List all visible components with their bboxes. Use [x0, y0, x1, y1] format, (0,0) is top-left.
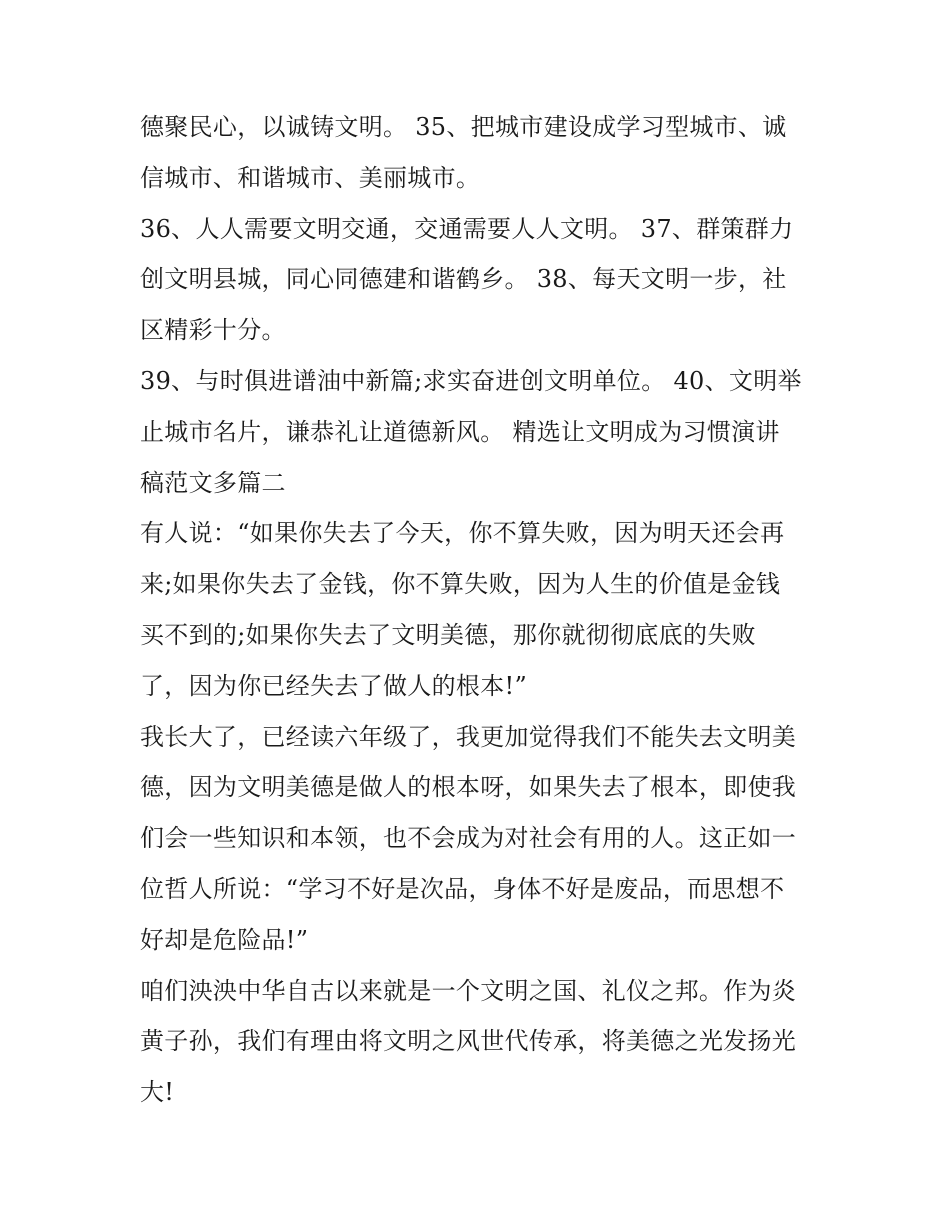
- text-line: 了，因为你已经失去了做人的根本!”: [140, 671, 528, 700]
- text-line: 我长大了，已经读六年级了，我更加觉得我们不能失去文明美: [140, 722, 797, 751]
- document-body: [140, 102, 820, 1118]
- text-line: 位哲人所说：“学习不好是次品，身体不好是废品，而思想不: [140, 874, 785, 903]
- text-line: 德聚民心，以诚铸文明。 35、把城市建设成学习型城市、诚: [140, 113, 787, 141]
- text-line: 好却是危险品!”: [140, 925, 309, 954]
- text-line: 黄子孙，我们有理由将文明之风世代传承，将美德之光发扬光: [140, 1027, 797, 1056]
- text-line: 咱们泱泱中华自古以来就是一个文明之国、礼仪之邦。作为炎: [140, 976, 797, 1005]
- text-line: 信城市、和谐城市、美丽城市。: [140, 163, 481, 192]
- text-line: 来;如果你失去了金钱，你不算失败，因为人生的价值是金钱: [140, 570, 781, 599]
- text-line: 德，因为文明美德是做人的根本呀，如果失去了根本，即使我: [140, 773, 797, 802]
- text-line: 买不到的;如果你失去了文明美德，那你就彻彻底底的失败: [140, 620, 756, 649]
- text-line: 创文明县城，同心同德建和谐鹤乡。 38、每天文明一步，社: [140, 265, 787, 294]
- text-line: 稿范文多篇二: [140, 468, 286, 497]
- text-line: 36、人人需要文明交通，交通需要人人文明。 37、群策群力: [140, 214, 794, 243]
- text-line: 大!: [140, 1078, 175, 1107]
- text-line: 39、与时俱进谱油中新篇;求实奋进创文明单位。 40、文明举: [140, 366, 802, 395]
- text-line: 区精彩十分。: [140, 316, 286, 345]
- text-line: 们会一些知识和本领，也不会成为对社会有用的人。这正如一: [140, 824, 797, 853]
- text-line: 止城市名片，谦恭礼让道德新风。 精选让文明成为习惯演讲: [140, 417, 780, 446]
- text-line: 有人说：“如果你失去了今天，你不算失败，因为明天还会再: [140, 519, 785, 548]
